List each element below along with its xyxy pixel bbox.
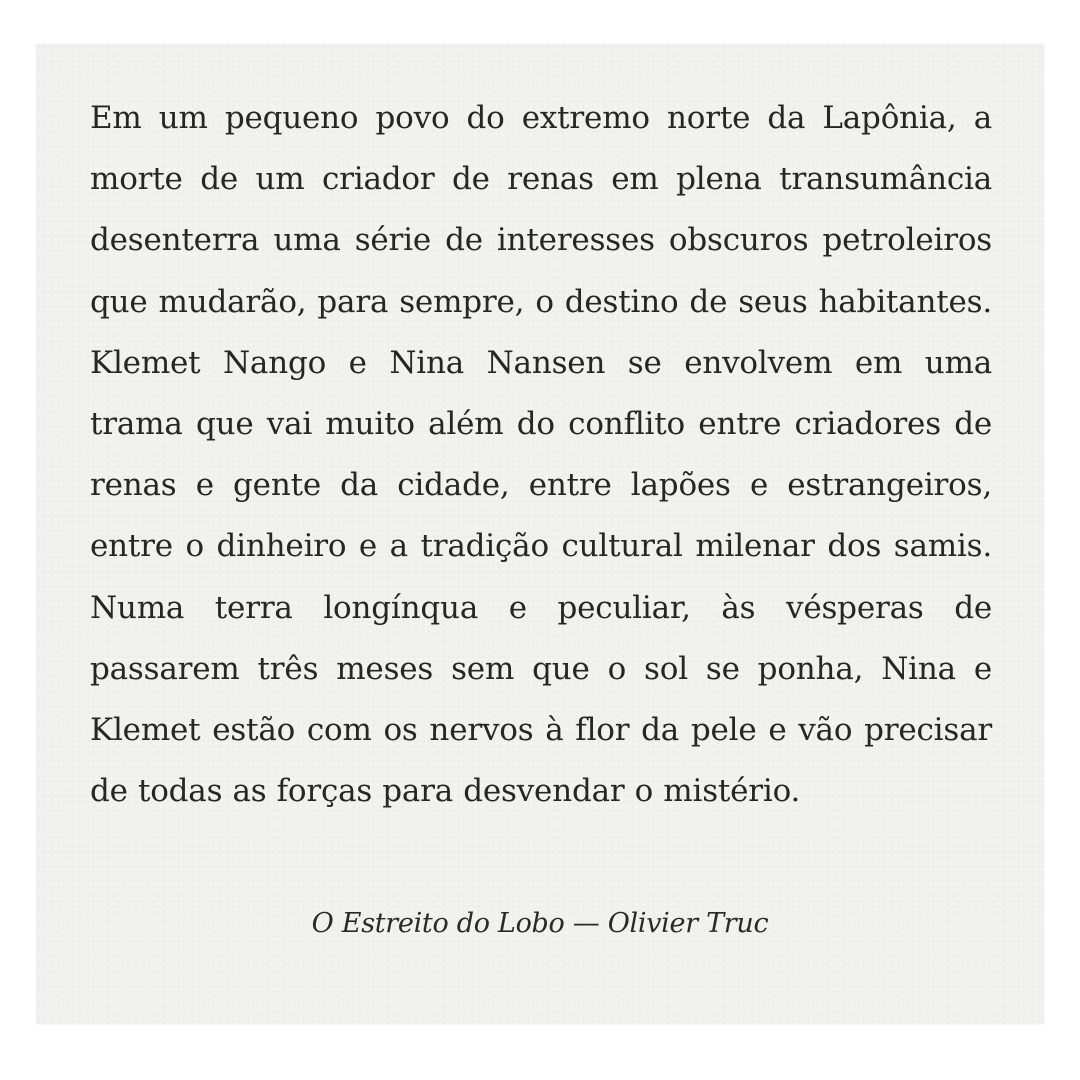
- book-attribution: O Estreito do Lobo — Olivier Truc: [311, 908, 769, 939]
- paper-card: [36, 44, 1044, 1024]
- book-synopsis: Em um pequeno povo do extremo norte da Lapônia, a morte de um criador de renas em plena transumância desenterra uma série de interesses obscuros petroleiros que mudarão, para sempre, o destino de seus habitantes. Klemet Nango e Nina Nansen se envolvem em uma trama que vai muito além do conflito entre criadores de renas e gente da cidade, entre lapões e estrangeiros, entre o dinheiro e a tradição cultural milenar dos samis. Numa terra longínqua e peculiar, às vésperas de passarem três meses sem que o sol se ponha, Nina e Klemet estão com os nervos à flor da pele e vão precisar de todas as forças para desvendar o mistério.: [90, 100, 992, 810]
